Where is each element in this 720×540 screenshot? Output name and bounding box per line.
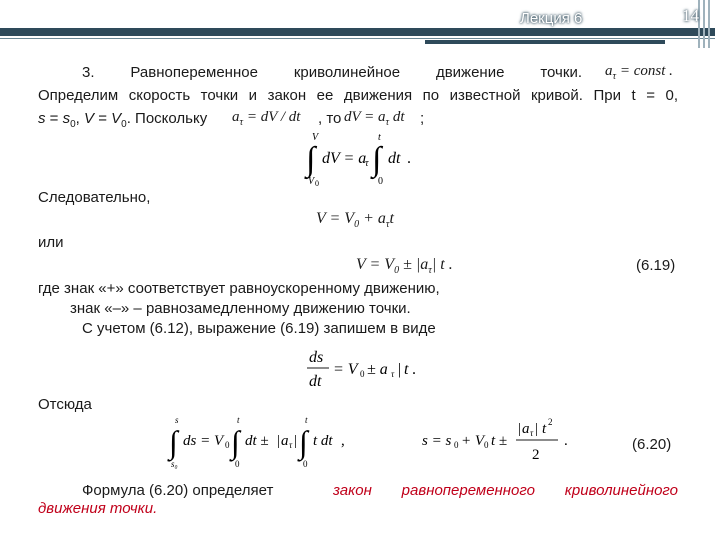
svg-text:t: t (237, 415, 240, 425)
header-divider-2 (703, 0, 705, 48)
svg-text:∫: ∫ (169, 424, 178, 460)
formula-v-eq: $V = V_0 + a_\tau t$ (316, 210, 394, 231)
header-divider-3 (708, 0, 710, 48)
section-heading: 3. Равнопеременное криволинейное движение точки. (82, 64, 582, 81)
svg-text:V: V (312, 132, 319, 143)
text-s-uchetom: С учетом (6.12), выражение (6.19) запишем в виде (82, 320, 436, 337)
text-semicolon: ; (420, 110, 425, 127)
svg-text:t: t (305, 415, 308, 425)
svg-text:0: 0 (235, 459, 240, 469)
svg-text:∫: ∫ (372, 141, 382, 178)
svg-text:τ: τ (289, 440, 293, 450)
svg-text:= V: = V (333, 361, 358, 378)
svg-text:+ V: + V (461, 433, 485, 449)
svg-text:0: 0 (484, 440, 489, 450)
svg-text:τ: τ (530, 428, 534, 438)
text-law-red-2: движения точки. (38, 500, 158, 517)
svg-text:a: a (522, 421, 530, 437)
svg-text:|: | (398, 361, 402, 378)
svg-text:0: 0 (360, 369, 365, 379)
text-sledovatelno: Следовательно, (38, 189, 151, 206)
svg-text:τ: τ (391, 369, 395, 379)
svg-text:0: 0 (454, 440, 459, 450)
svg-text:ds = V: ds = V (183, 433, 224, 449)
svg-text:|: | (535, 421, 539, 437)
header-accent-bar (425, 40, 665, 44)
text-otsyuda: Отсюда (38, 396, 92, 413)
formula-dv: dV = $a_\tau$ dt (344, 109, 405, 128)
svg-text:τ: τ (365, 158, 369, 169)
integral-equation-2 (165, 413, 355, 469)
text-law-red: закон равнопеременного криволинейного (333, 482, 678, 499)
svg-text:s = s: s = s (422, 433, 452, 449)
svg-text:2: 2 (548, 417, 553, 427)
svg-text:0: 0 (315, 179, 319, 188)
svg-text:.: . (412, 361, 416, 378)
formula-ds-dt (305, 345, 425, 393)
svg-text:.: . (564, 433, 568, 449)
text-gde-2: знак «–» – равнозамедленному движению точки. (70, 300, 411, 317)
svg-text:dt: dt (388, 150, 401, 167)
svg-text:|: | (294, 433, 298, 449)
svg-text:∫: ∫ (231, 424, 240, 460)
page-number: 14 (682, 6, 699, 25)
svg-text:t ±: t ± (491, 433, 508, 449)
svg-text:|: | (518, 421, 522, 437)
text-formula-def: Формула (6.20) определяет (82, 482, 274, 499)
svg-text:∫: ∫ (299, 424, 308, 460)
initial-conditions: $s = s_0$, $V = V_0$. Поскольку (38, 110, 208, 130)
svg-text:t: t (542, 421, 547, 437)
formula-6-20 (420, 413, 580, 469)
svg-text:ds: ds (309, 349, 324, 366)
svg-text:s: s (175, 415, 179, 425)
formula-a-const: $a_\tau$ = const . (605, 63, 673, 82)
svg-text:a: a (281, 433, 289, 449)
paragraph-line-2: Определим скорость точки и закон ее движения по известной кривой. При t = 0, (38, 87, 678, 104)
text-to: , то (318, 110, 342, 127)
header-line (0, 38, 715, 39)
svg-text:t: t (378, 132, 381, 143)
svg-text:V: V (308, 176, 315, 187)
label-6-19: (6.19) (636, 257, 676, 274)
svg-text:∫: ∫ (306, 141, 316, 178)
svg-text:t dt: t dt (313, 433, 333, 449)
svg-text:0: 0 (378, 176, 383, 187)
svg-text:dV = a: dV = a (322, 150, 367, 167)
svg-text:s₀: s₀ (171, 459, 178, 469)
lecture-title: Лекция 6 (520, 10, 583, 27)
svg-text:t: t (404, 361, 409, 378)
text-ili: или (38, 234, 64, 251)
svg-text:2: 2 (532, 447, 540, 463)
svg-text:dt: dt (309, 373, 322, 390)
text-gde-1: где знак «+» соответствует равноускоренному движению, (38, 280, 440, 297)
svg-text:0: 0 (303, 459, 308, 469)
formula-a-tau-def: $a_\tau$ = dV / dt (232, 109, 301, 128)
paragraph-line-3 (38, 110, 207, 134)
label-6-20: (6.20) (632, 436, 672, 453)
svg-text:,: , (341, 433, 345, 449)
header-bar (0, 28, 715, 36)
svg-text:dt ±: dt ± (245, 433, 269, 449)
integral-equation-1 (300, 130, 430, 188)
svg-text:± a: ± a (367, 361, 388, 378)
svg-text:.: . (407, 150, 411, 167)
svg-text:0: 0 (225, 440, 230, 450)
svg-text:|: | (277, 433, 281, 449)
formula-6-19: $V = V_0 \pm |a_\tau|$ t . (356, 256, 453, 277)
